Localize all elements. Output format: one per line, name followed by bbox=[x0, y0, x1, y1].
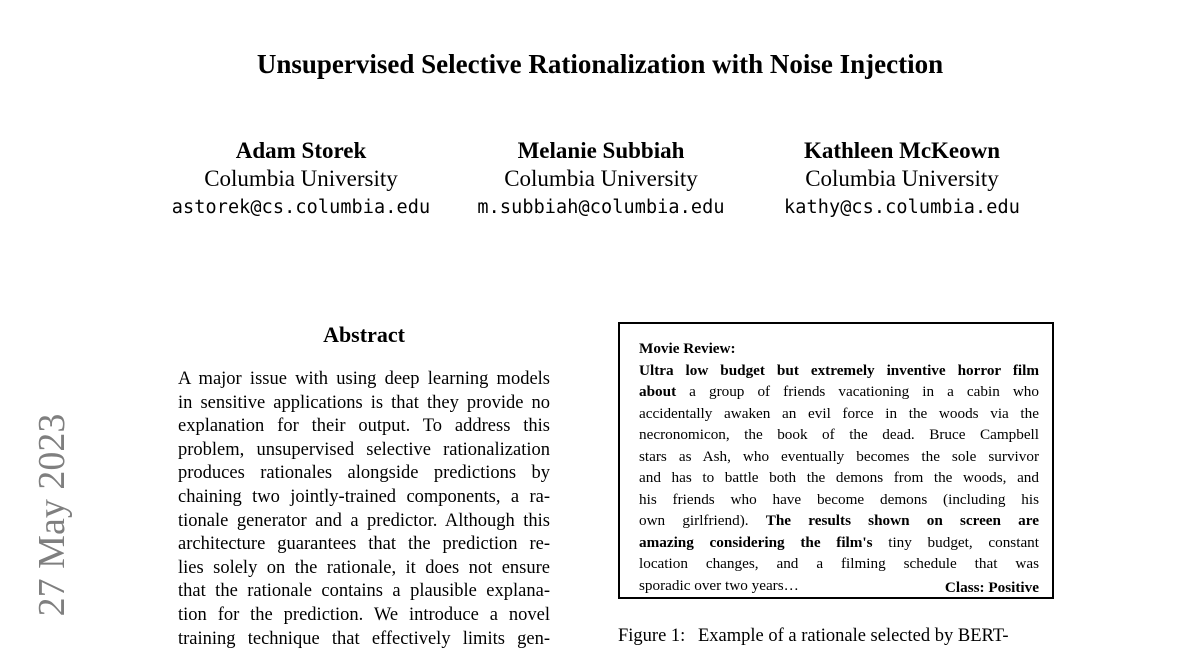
review-line bbox=[639, 489, 1039, 511]
review-line bbox=[639, 532, 1039, 554]
abstract-line: architecture guarantees that the prediction re- bbox=[178, 534, 550, 555]
rationale-span: amazing considering the film's bbox=[639, 533, 873, 551]
author-affiliation: Columbia University bbox=[805, 166, 999, 191]
review-line bbox=[639, 510, 1039, 532]
author-block-1 bbox=[140, 137, 462, 223]
abstract-heading: Abstract bbox=[323, 322, 405, 347]
abstract-line: in sensitive applications is that they provide no bbox=[178, 392, 550, 413]
review-span: a group of friends vacationing in a cabin who bbox=[676, 383, 1039, 400]
class-label: Class: Positive bbox=[944, 578, 1039, 596]
review-line bbox=[639, 403, 1039, 425]
abstract-line: lies solely on the rationale, it does not ensure bbox=[178, 557, 550, 578]
author-email: astorek@cs.columbia.edu bbox=[171, 197, 431, 218]
figure-1-review-box bbox=[618, 322, 1054, 599]
author-email: m.subbiah@columbia.edu bbox=[477, 197, 725, 218]
review-span: accidentally awaken an evil force in the woods via the bbox=[639, 404, 1039, 422]
arxiv-date-stamp: 27 May 2023 bbox=[31, 413, 73, 617]
review-heading: Movie Review: bbox=[639, 340, 736, 357]
rationale-span: Ultra low budget but extremely inventive horror film bbox=[639, 361, 1039, 379]
rationale-span: about bbox=[639, 383, 677, 400]
review-span: location changes, and a filming schedule that was bbox=[639, 555, 1039, 572]
abstract-line: chaining two jointly-trained components, a ra- bbox=[178, 486, 550, 507]
review-content bbox=[639, 338, 1039, 596]
abstract-body bbox=[178, 368, 550, 651]
review-line bbox=[639, 424, 1039, 446]
review-span: sporadic over two years… bbox=[639, 576, 799, 594]
abstract-line: produces rationales alongside predictions by bbox=[178, 463, 550, 484]
review-line-last bbox=[639, 575, 1039, 597]
abstract-line: A major issue with using deep learning models bbox=[178, 369, 550, 389]
abstract-line: tion for the prediction. We introduce a novel bbox=[178, 604, 550, 625]
author-name: Melanie Subbiah bbox=[517, 138, 685, 163]
author-block-3 bbox=[741, 137, 1063, 223]
author-affiliation: Columbia University bbox=[204, 166, 398, 191]
abstract-line: that the rationale contains a plausible explana- bbox=[178, 581, 550, 602]
abstract-line: tionale generator and a predictor. Although this bbox=[178, 510, 550, 531]
review-line bbox=[639, 553, 1039, 575]
abstract-line: problem, unsupervised selective rationalization bbox=[178, 439, 550, 460]
author-affiliation: Columbia University bbox=[504, 166, 698, 191]
author-block-2 bbox=[440, 137, 762, 223]
author-name: Adam Storek bbox=[235, 138, 367, 163]
review-span: stars as Ash, who eventually becomes the sole survivor bbox=[639, 447, 1039, 465]
review-span: own girlfriend). bbox=[639, 512, 766, 529]
figure-label: Figure 1: bbox=[618, 626, 686, 646]
review-line bbox=[639, 446, 1039, 468]
abstract-line: training technique that effectively limits gen- bbox=[178, 628, 550, 649]
paper-title: Unsupervised Selective Rationalization with Noise Injection bbox=[256, 49, 944, 79]
review-span: and has to battle both the demons from the woods, and bbox=[639, 469, 1039, 486]
rationale-span: The results shown on screen are bbox=[765, 512, 1039, 529]
abstract-line: explanation for their output. To address this bbox=[178, 416, 550, 437]
review-span: his friends who have become demons (including his bbox=[639, 490, 1039, 508]
review-line bbox=[639, 467, 1039, 489]
review-span: necronomicon, the book of the dead. Bruce Campbell bbox=[639, 426, 1039, 443]
author-name: Kathleen McKeown bbox=[803, 138, 1001, 163]
review-span: tiny budget, constant bbox=[872, 533, 1039, 551]
review-line bbox=[639, 381, 1039, 403]
review-line bbox=[639, 360, 1039, 382]
figure-caption bbox=[618, 624, 1058, 648]
author-email: kathy@cs.columbia.edu bbox=[784, 197, 1020, 218]
figure-caption-text: Example of a rationale selected by BERT- bbox=[697, 626, 1009, 646]
